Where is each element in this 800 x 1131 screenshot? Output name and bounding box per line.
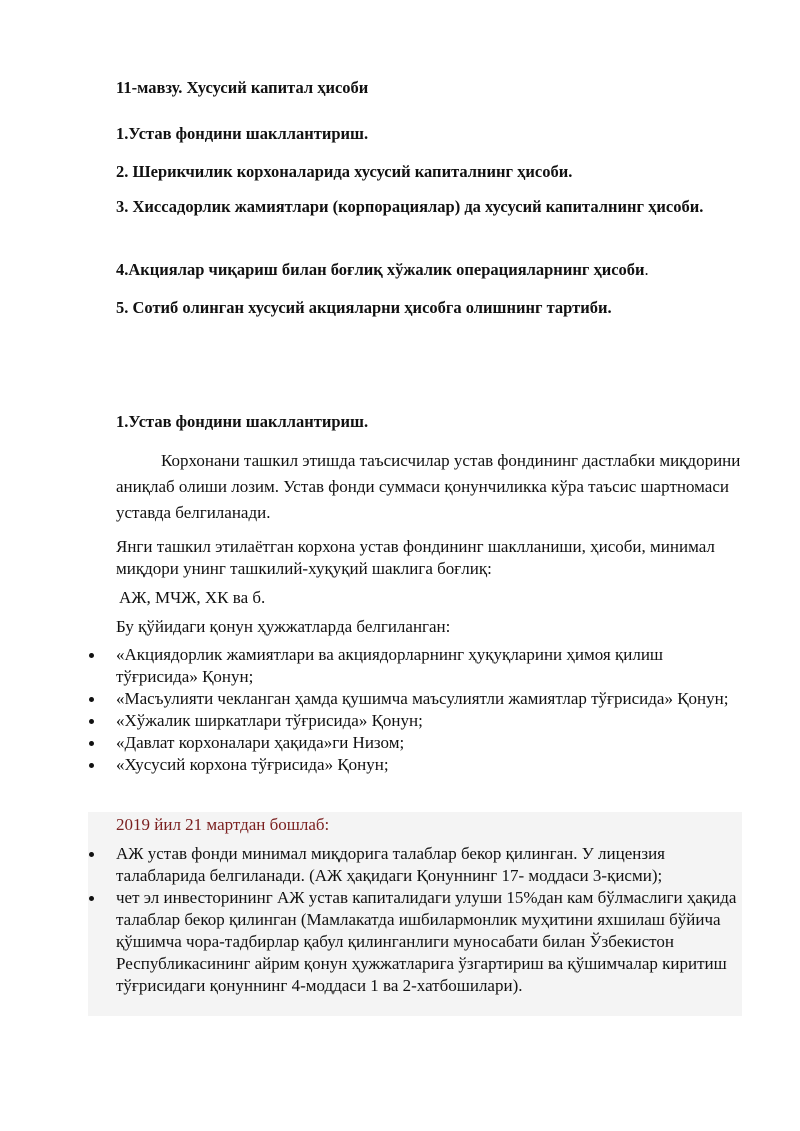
plan-item-4-suffix: . xyxy=(644,260,649,279)
bullet-icon xyxy=(89,653,94,658)
section-heading: 1.Устав фондини шакллантириш. xyxy=(116,412,369,431)
bullet-icon xyxy=(89,719,94,724)
list-item: «Масъулияти чекланган ҳамда қушимча маъсулиятли жамиятлар тўғрисида» Қонун; xyxy=(116,688,746,710)
plan-item-4 xyxy=(116,258,744,282)
bullet-icon xyxy=(89,697,94,702)
laws-intro: Бу қўйидаги қонун ҳужжатларда белгиланган: xyxy=(116,617,451,636)
dependency-paragraph: Янги ташкил этилаётган корхона устав фондининг шаклланиши, ҳисоби, минимал миқдори унинг ташкилий-хуқуқий шаклига боғлиқ: xyxy=(116,537,715,578)
plan-item-5: 5. Сотиб олинган хусусий акцияларни ҳисобга олишнинг тартиби. xyxy=(116,298,612,317)
list-item: чет эл инвесторининг АЖ устав капиталидаги улуши 15%дан кам бўлмаслиги ҳақида талаблар бекор қилинган (Мамлакатда ишбилармонлик муҳитини яхшилаш бўйича қўшимча чора-тадбирлар қабул қилинганлиги муносабати билан Ўзбекистон Республикасининг айрим қонун ҳужжатларига ўзгартириш ва қўшимчалар киритиш тўғрисидаги қонуннинг 4-моддаси 1 ва 2-хатбошилари). xyxy=(116,887,746,997)
bullet-icon xyxy=(89,741,94,746)
laws-list xyxy=(116,644,746,776)
update-list xyxy=(116,843,746,997)
intro-paragraph: Корхонани ташкил этишда таъсисчилар устав фондининг дастлабки миқдорини аниқлаб олиши лозим. Устав фонди суммаси қонунчиликка кўра таъсис шартномаси уставда белгиланади. xyxy=(116,451,741,522)
plan-item-3: 3. Хиссадорлик жамиятлари (корпорациялар) да хусусий капиталнинг ҳисоби. xyxy=(116,197,704,216)
plan-item-2: 2. Шерикчилик корхоналарида хусусий капиталнинг ҳисоби. xyxy=(116,162,573,181)
list-item: АЖ устав фонди минимал миқдорига талаблар бекор қилинган. У лицензия талабларида белгиланади. (АЖ ҳақидаги Қонуннинг 17- моддаси 3-қисми); xyxy=(116,843,746,887)
plan-item-1: 1.Устав фондини шакллантириш. xyxy=(116,124,369,143)
bullet-icon xyxy=(89,763,94,768)
bullet-icon xyxy=(89,852,94,857)
bullet-icon xyxy=(89,896,94,901)
list-item: «Акциядорлик жамиятлари ва акциядорларнинг ҳуқуқларини ҳимоя қилиш тўғрисида» Қонун; xyxy=(116,644,746,688)
update-heading: 2019 йил 21 мартдан бошлаб: xyxy=(116,815,330,834)
forms-line: АЖ, МЧЖ, ХК ва б. xyxy=(119,588,266,607)
list-item: «Давлат корхоналари ҳақида»ги Низом; xyxy=(116,732,746,754)
topic-title: 11-мавзу. Хусусий капитал ҳисоби xyxy=(116,78,369,97)
list-item: «Хўжалик ширкатлари тўғрисида» Қонун; xyxy=(116,710,746,732)
list-item: «Хусусий корхона тўғрисида» Қонун; xyxy=(116,754,746,776)
plan-item-4-text: 4.Акциялар чиқариш билан боғлиқ хўжалик операцияларнинг ҳисоби xyxy=(116,260,645,279)
